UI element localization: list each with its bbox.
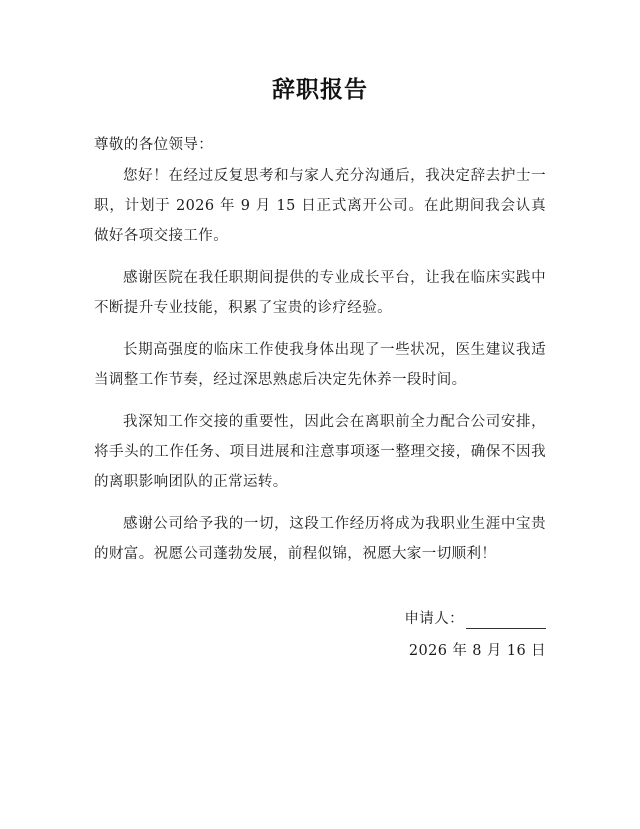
document-title: 辞职报告 — [272, 77, 368, 103]
letter-body — [94, 130, 546, 569]
signature-line — [466, 610, 546, 629]
paragraph-2: 感谢医院在我任职期间提供的专业成长平台，让我在临床实践中不断提升专业技能，积累了宝贵的诊疗经验。 — [94, 270, 546, 316]
signature-block — [404, 604, 546, 634]
applicant-label: 申请人： — [404, 611, 464, 627]
paragraph-4: 我深知工作交接的重要性，因此会在离职前全力配合公司安排，将手头的工作任务、项目进展和注意事项逐一整理交接，确保不因我的离职影响团队的正常运转。 — [94, 414, 546, 490]
salutation: 尊敬的各位领导： — [94, 137, 214, 153]
paragraph-1: 您好！在经过反复思考和与家人充分沟通后，我决定辞去护士一职，计划于 2026 年 9 月 15 日正式离开公司。在此期间我会认真做好各项交接工作。 — [94, 168, 546, 244]
letter-date: 2026 年 8 月 16 日 — [408, 643, 546, 659]
paragraph-3: 长期高强度的临床工作使我身体出现了一些状况，医生建议我适当调整工作节奏，经过深思熟虑后决定先休养一段时间。 — [94, 342, 546, 388]
paragraph-5: 感谢公司给予我的一切，这段工作经历将成为我职业生涯中宝贵的财富。祝愿公司蓬勃发展，前程似锦，祝愿大家一切顺利！ — [94, 516, 546, 562]
